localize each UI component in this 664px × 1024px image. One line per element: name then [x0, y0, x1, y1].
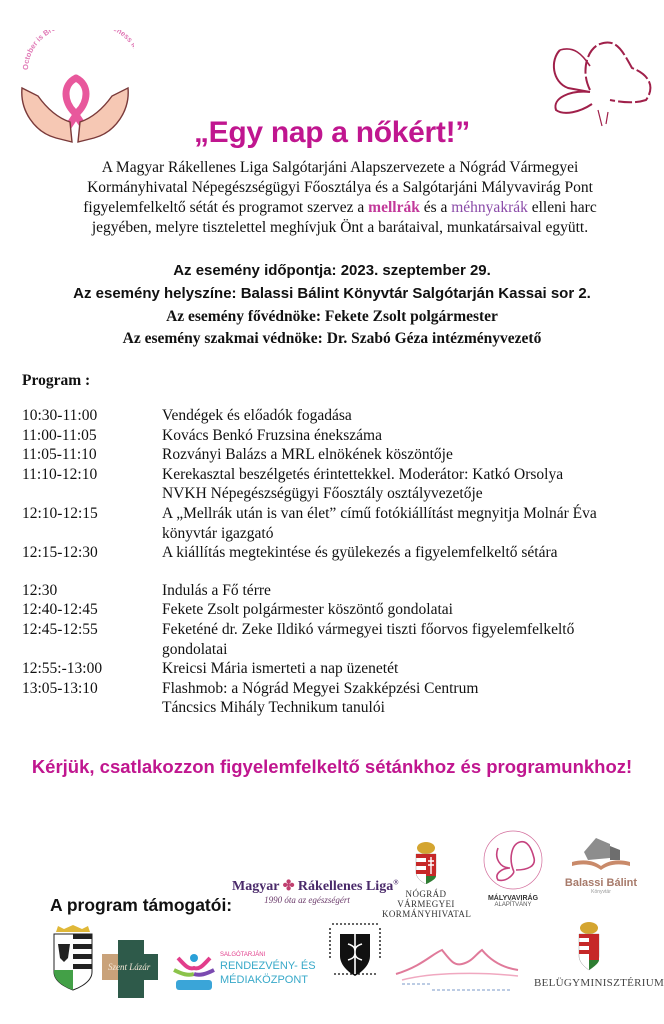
- program-desc-line: Rozványi Balázs a MRL elnökének köszöntője: [162, 446, 453, 464]
- rmk-line1: SALGÓTARJÁNI: [220, 952, 266, 958]
- intro-text-1: A Magyar Rákellenes Liga Salgótarjáni Alapszervezete a Nógrád Vármegyei Kormányhivatal Népegészségügyi Főosztálya és a Salgótarjáni Mályvavirág Pont figyelemfelkeltő sétát és programot szervez a: [83, 159, 593, 216]
- hungarian-coat-of-arms-icon: [382, 840, 470, 887]
- intro-text-3: elleni harc jegyében, melyre tisztelettel meghívjuk Önt a barátaival, munkatársaival együtt.: [91, 199, 597, 236]
- event-professional-patron: Az esemény szakmai védnöke: Dr. Szabó Géza intézményvezető: [122, 330, 542, 347]
- program-time: 12:10-12:15: [22, 504, 98, 522]
- malyva-line2: ALAPÍTVÁNY: [494, 902, 532, 908]
- highlight-mellrak: mellrák: [368, 199, 420, 216]
- event-location: Az esemény helyszíne: Balassi Bálint Könyvtár Salgótarján Kassai sor 2.: [73, 285, 591, 302]
- bm-text: BELÜGYMINISZTÉRIUM: [534, 977, 664, 989]
- mrl-name-a: Magyar: [232, 879, 280, 894]
- program-gap: [22, 563, 652, 581]
- medical-seal-logo: [326, 918, 384, 988]
- salgotarjan-crest-logo: [50, 924, 96, 1001]
- event-title: „Egy nap a nőkért!”: [193, 116, 471, 149]
- rmk-line2: RENDEZVÉNY- ÉS: [220, 960, 316, 972]
- program-description: [162, 504, 652, 543]
- program-description: [162, 465, 652, 504]
- program-description: [162, 426, 652, 446]
- kh-line1: NÓGRÁD VÁRMEGYEI: [397, 889, 455, 909]
- malyva-line1: MÁLYVAVIRÁG: [487, 895, 539, 902]
- szent-lazar-text: Szent Lázár: [108, 962, 151, 972]
- program-time: 12:55:-13:00: [22, 660, 103, 678]
- program-row: [22, 659, 652, 679]
- program-time: 10:30-11:00: [22, 407, 98, 424]
- intro-paragraph: [60, 158, 620, 238]
- program-desc-line: Kerekasztal beszélgetés érintettekkel. Moderátor: Katkó Orsolya: [162, 465, 564, 483]
- program-desc-line: Kovács Benkó Fruzsina énekszáma: [162, 426, 382, 444]
- program-time: 12:40-12:45: [22, 601, 98, 619]
- call-to-action: Kérjük, csatlakozzon figyelemfelkeltő sétánkhoz és programunkhoz!: [31, 756, 633, 777]
- intro-text-2: és a: [419, 199, 452, 216]
- program-row: [22, 600, 652, 620]
- program-row: [22, 445, 652, 465]
- program-desc-line: Indulás a Fő térre: [162, 581, 271, 599]
- mallow-flower-icon: [480, 830, 546, 890]
- kh-line2: KORMÁNYHIVATAL: [382, 909, 472, 919]
- program-time: 11:10-12:10: [22, 465, 98, 483]
- event-patron: Az esemény fővédnöke: Fekete Zsolt polgármester: [166, 308, 498, 325]
- cross-flower-icon: ✤: [282, 879, 295, 894]
- balassi-sub: Könyvtár: [591, 889, 611, 895]
- highlight-mehnyakrak: méhnyakrák: [451, 199, 528, 216]
- sponsors-heading: A program támogatói:: [50, 895, 233, 915]
- program-time: 12:45-12:55: [22, 620, 98, 638]
- balassi-library-logo: [558, 832, 644, 895]
- program-description: [162, 600, 652, 620]
- szent-lazar-logo: [102, 940, 158, 998]
- program-row: [22, 581, 652, 601]
- mallow-flower-logo: [540, 30, 660, 130]
- program-heading: Program :: [22, 372, 91, 389]
- program-row: [22, 679, 652, 718]
- program-desc-line: Feketéné dr. Zeke Ildikó vármegyei tiszti főorvos figyelemfelkeltő: [162, 620, 575, 638]
- program-description: [162, 659, 652, 679]
- program-description: [162, 445, 652, 465]
- program-description: [162, 620, 652, 659]
- program-row: [22, 504, 652, 543]
- program-description: [162, 679, 652, 718]
- program-row: [22, 465, 652, 504]
- program-desc-line: Vendégek és előadók fogadása: [162, 407, 352, 424]
- program-row: [22, 543, 652, 563]
- program-row: [22, 620, 652, 659]
- caduceus-seal-icon: [326, 918, 384, 988]
- program-time: 13:05-13:10: [22, 679, 98, 697]
- program-desc-line: Kreicsi Mária ismerteti a nap üzenetét: [162, 660, 399, 678]
- program-time: 12:15-12:30: [22, 544, 98, 562]
- program-list: [22, 406, 652, 718]
- city-crest-icon: [50, 924, 96, 996]
- svg-text:October is Breast Cancer Aware: [21, 30, 134, 70]
- kormanyhivatal-logo: [382, 840, 470, 919]
- program-time: 11:00-11:05: [22, 426, 97, 444]
- mrl-name-b: Rákellenes Liga: [297, 879, 394, 894]
- program-time: 11:05-11:10: [22, 446, 97, 464]
- mrl-tagline: 1990 óta az egészségért: [264, 895, 350, 905]
- hungarian-coat-of-arms-icon-2: [574, 920, 604, 972]
- program-desc-line: A „Mellrák után is van élet” című fotókiállítást megnyitja Molnár Éva: [162, 504, 597, 522]
- program-desc-line: gondolatai: [162, 640, 228, 658]
- rmk-line3: MÉDIAKÖZPONT: [220, 974, 309, 986]
- event-date: Az esemény időpontja: 2023. szeptember 29.: [173, 262, 491, 279]
- malyvavirag-logo: [474, 830, 552, 908]
- program-row: [22, 406, 652, 426]
- fundraiser-logo: [392, 946, 522, 996]
- mrl-logo: [232, 878, 399, 905]
- bridge-arches-icon: [392, 946, 522, 996]
- belugyminiszterium-logo: [534, 920, 664, 989]
- program-description: [162, 543, 652, 563]
- program-description: [162, 581, 652, 601]
- celebration-people-icon: [170, 944, 218, 996]
- library-book-icon: [566, 832, 636, 872]
- flower-outline-icon: [540, 30, 660, 130]
- program-description: [162, 406, 652, 426]
- program-time: 12:30: [22, 581, 58, 599]
- program-desc-line: A kiállítás megtekintése és gyülekezés a figyelemfelkeltő sétára: [162, 544, 558, 562]
- balassi-name: Balassi Bálint: [564, 877, 638, 889]
- program-desc-line: Fekete Zsolt polgármester köszöntő gondolatai: [162, 601, 453, 619]
- registered-mark: ®: [393, 878, 399, 887]
- program-desc-line: NVKH Népegészségügyi Főosztály osztályvezetője: [162, 485, 483, 503]
- badge-text: October is Br ness: [20, 30, 134, 71]
- program-row: [22, 426, 652, 446]
- program-desc-line: Táncsics Mihály Technikum tanulói: [162, 699, 385, 717]
- rendezveny-mediakozpont-logo: [170, 944, 320, 996]
- program-desc-line: Flashmob: a Nógrád Megyei Szakképzési Centrum: [162, 679, 479, 697]
- program-desc-line: könyvtár igazgató: [162, 524, 274, 542]
